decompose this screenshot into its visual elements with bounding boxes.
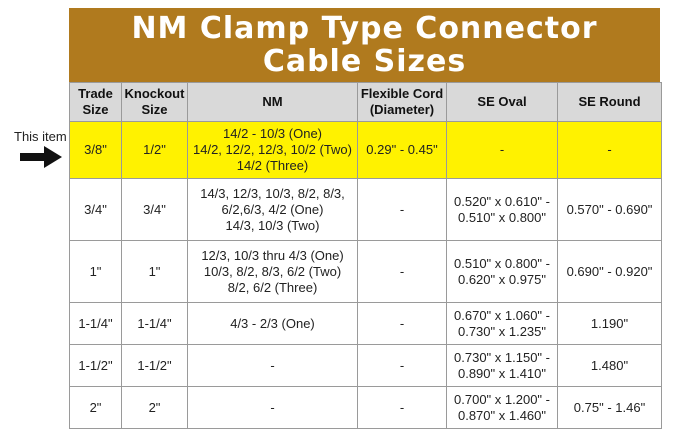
- nm-cell: 14/2 - 10/3 (One) 14/2, 12/2, 12/3, 10/2 (Two) 14/2 (Three): [188, 122, 358, 179]
- se-oval-cell: -: [447, 122, 558, 179]
- flexible-cord-cell: -: [358, 241, 447, 303]
- header-row: [70, 83, 662, 122]
- trade-size-cell: 1": [70, 241, 122, 303]
- header-knockout-size: Knockout Size: [122, 83, 188, 122]
- se-oval-cell: 0.700" x 1.200" - 0.870" x 1.460": [447, 387, 558, 429]
- se-oval-cell: 0.730" x 1.150" - 0.890" x 1.410": [447, 345, 558, 387]
- knockout-size-cell: 1-1/2": [122, 345, 188, 387]
- page-title: [69, 8, 660, 82]
- trade-size-cell: 1-1/4": [70, 303, 122, 345]
- se-round-cell: 0.690" - 0.920": [558, 241, 662, 303]
- se-round-cell: 0.570" - 0.690": [558, 179, 662, 241]
- table-row: [70, 345, 662, 387]
- trade-size-cell: 3/8": [70, 122, 122, 179]
- table-row: [70, 179, 662, 241]
- nm-cell: 4/3 - 2/3 (One): [188, 303, 358, 345]
- header-se-round: SE Round: [558, 83, 662, 122]
- header-se-oval: SE Oval: [447, 83, 558, 122]
- header-trade-size: Trade Size: [70, 83, 122, 122]
- nm-cell: -: [188, 387, 358, 429]
- se-round-cell: 1.480": [558, 345, 662, 387]
- flexible-cord-cell: -: [358, 303, 447, 345]
- se-oval-cell: 0.520" x 0.610" - 0.510" x 0.800": [447, 179, 558, 241]
- table-row: [70, 122, 662, 179]
- knockout-size-cell: 3/4": [122, 179, 188, 241]
- nm-cell: -: [188, 345, 358, 387]
- flexible-cord-cell: -: [358, 179, 447, 241]
- se-oval-cell: 0.510" x 0.800" - 0.620" x 0.975": [447, 241, 558, 303]
- table-row: [70, 241, 662, 303]
- this-item-label: This item: [14, 129, 67, 144]
- trade-size-cell: 3/4": [70, 179, 122, 241]
- se-round-cell: 1.190": [558, 303, 662, 345]
- table-row: [70, 387, 662, 429]
- knockout-size-cell: 1/2": [122, 122, 188, 179]
- cable-size-table: [69, 82, 662, 429]
- title-line-1: NM Clamp Type Connector: [131, 11, 598, 46]
- trade-size-cell: 1-1/2": [70, 345, 122, 387]
- se-round-cell: 0.75" - 1.46": [558, 387, 662, 429]
- trade-size-cell: 2": [70, 387, 122, 429]
- flexible-cord-cell: -: [358, 387, 447, 429]
- right-arrow-icon: [20, 146, 62, 168]
- title-line-2: Cable Sizes: [262, 44, 467, 79]
- table-row: [70, 303, 662, 345]
- se-oval-cell: 0.670" x 1.060" - 0.730" x 1.235": [447, 303, 558, 345]
- knockout-size-cell: 1": [122, 241, 188, 303]
- knockout-size-cell: 2": [122, 387, 188, 429]
- nm-cell: 12/3, 10/3 thru 4/3 (One) 10/3, 8/2, 8/3, 6/2 (Two) 8/2, 6/2 (Three): [188, 241, 358, 303]
- se-round-cell: -: [558, 122, 662, 179]
- flexible-cord-cell: -: [358, 345, 447, 387]
- nm-cell: 14/3, 12/3, 10/3, 8/2, 8/3, 6/2,6/3, 4/2 (One) 14/3, 10/3 (Two): [188, 179, 358, 241]
- knockout-size-cell: 1-1/4": [122, 303, 188, 345]
- header-nm: NM: [188, 83, 358, 122]
- header-flexible-cord: Flexible Cord (Diameter): [358, 83, 447, 122]
- flexible-cord-cell: 0.29" - 0.45": [358, 122, 447, 179]
